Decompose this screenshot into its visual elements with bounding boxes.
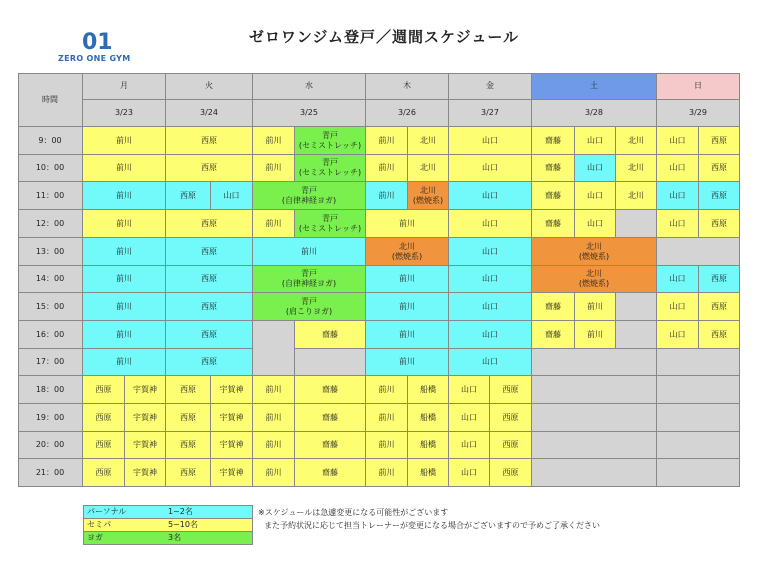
- class-slot: 西原: [83, 432, 125, 459]
- time-label: 20：00: [18, 432, 83, 459]
- empty-slot: [532, 459, 657, 487]
- class-slot: 前川: [83, 349, 166, 376]
- class-slot: 前川: [366, 266, 449, 293]
- class-slot: 山口: [449, 321, 532, 349]
- class-slot: 宇賀神: [125, 404, 166, 432]
- class-slot: 山口: [449, 432, 490, 459]
- day-header: 水: [253, 73, 366, 100]
- class-slot: 齋藤: [295, 321, 366, 349]
- class-slot: 山口: [449, 238, 532, 266]
- class-slot: 前川: [253, 404, 295, 432]
- class-slot: 前川: [83, 266, 166, 293]
- legend-label: ヨガ: [87, 533, 103, 542]
- class-slot: 齋藤: [295, 376, 366, 404]
- class-slot: 山口: [657, 182, 699, 210]
- class-slot: 西原: [166, 459, 211, 487]
- empty-slot: [657, 459, 740, 487]
- class-slot: 西原: [490, 432, 532, 459]
- class-slot: 西原: [166, 293, 253, 321]
- empty-slot: [657, 432, 740, 459]
- class-slot: 西原: [83, 376, 125, 404]
- logo-mark: 01: [82, 30, 113, 55]
- class-slot: 前川: [575, 321, 616, 349]
- class-slot: 西原: [83, 459, 125, 487]
- class-slot: 山口: [657, 266, 699, 293]
- class-slot: 宇賀神: [211, 376, 253, 404]
- time-label: 15：00: [18, 293, 83, 321]
- logo-text: ZERO ONE GYM: [58, 54, 131, 63]
- class-slot: 山口: [449, 376, 490, 404]
- class-slot: 西原: [166, 210, 253, 238]
- date-header: 3/25: [253, 100, 366, 127]
- time-label: 14：00: [18, 266, 83, 293]
- class-slot: 北川 (燃焼系): [532, 238, 657, 266]
- date-header: 3/26: [366, 100, 449, 127]
- class-slot: 前川: [83, 182, 166, 210]
- empty-slot: [657, 376, 740, 404]
- class-slot: 山口: [449, 404, 490, 432]
- class-slot: 西原: [699, 266, 740, 293]
- class-slot: 齋藤: [532, 182, 575, 210]
- date-header: 3/23: [83, 100, 166, 127]
- time-header: 時間: [18, 73, 83, 127]
- empty-slot: [532, 376, 657, 404]
- legend-value: 3名: [168, 533, 182, 542]
- time-label: 9：00: [18, 127, 83, 155]
- class-slot: 西原: [490, 376, 532, 404]
- class-slot: 山口: [449, 155, 532, 182]
- class-slot: 青戸 (肩こりヨガ): [253, 293, 366, 321]
- empty-slot: [657, 349, 740, 376]
- class-slot: 前川: [366, 210, 449, 238]
- class-slot: 北川: [616, 127, 657, 155]
- class-slot: 北川: [408, 155, 449, 182]
- class-slot: 山口: [449, 293, 532, 321]
- day-header: 月: [83, 73, 166, 100]
- notes: [258, 506, 600, 532]
- class-slot: 山口: [657, 210, 699, 238]
- class-slot: 西原: [166, 266, 253, 293]
- class-slot: 西原: [166, 321, 253, 349]
- class-slot: 齋藤: [532, 321, 575, 349]
- time-label: 11：00: [18, 182, 83, 210]
- legend-row-semi: [83, 518, 253, 532]
- date-header: 3/29: [657, 100, 740, 127]
- class-slot: 北川: [616, 182, 657, 210]
- class-slot: 青戸 (自律神経ヨガ): [253, 182, 366, 210]
- class-slot: 西原: [699, 210, 740, 238]
- class-slot: 西原: [166, 349, 253, 376]
- time-label: 18：00: [18, 376, 83, 404]
- legend-label: パーソナル: [87, 507, 127, 516]
- class-slot: 山口: [449, 210, 532, 238]
- empty-slot: [616, 210, 657, 238]
- empty-slot: [532, 432, 657, 459]
- legend-row-personal: [83, 505, 253, 519]
- class-slot: 山口: [449, 127, 532, 155]
- class-slot: 西原: [166, 376, 211, 404]
- empty-slot: [253, 321, 295, 376]
- empty-slot: [532, 404, 657, 432]
- class-slot: 前川: [366, 376, 408, 404]
- class-slot: 西原: [699, 155, 740, 182]
- class-slot: 宇賀神: [211, 459, 253, 487]
- legend-label: セミパ: [87, 520, 111, 529]
- class-slot: 山口: [575, 182, 616, 210]
- class-slot: 齋藤: [532, 210, 575, 238]
- class-slot: 前川: [253, 376, 295, 404]
- class-slot: 前川: [366, 459, 408, 487]
- class-slot: 前川: [366, 432, 408, 459]
- empty-slot: [616, 293, 657, 321]
- class-slot: 宇賀神: [125, 376, 166, 404]
- class-slot: 前川: [253, 155, 295, 182]
- note-line: ※スケジュールは急遽変更になる可能性がございます: [258, 508, 449, 517]
- day-header: 土: [532, 73, 657, 100]
- class-slot: 北川 (燃焼系): [408, 182, 449, 210]
- class-slot: 宇賀神: [211, 404, 253, 432]
- class-slot: 前川: [83, 238, 166, 266]
- class-slot: 前川: [83, 155, 166, 182]
- weekly-schedule-table: [18, 73, 740, 487]
- class-slot: 西原: [166, 404, 211, 432]
- class-slot: 西原: [699, 127, 740, 155]
- legend-row-yoga: [83, 531, 253, 545]
- class-slot: 西原: [83, 404, 125, 432]
- class-slot: 前川: [83, 321, 166, 349]
- class-slot: 齋藤: [295, 459, 366, 487]
- empty-slot: [295, 349, 366, 376]
- day-header: 火: [166, 73, 253, 100]
- class-slot: 齋藤: [532, 127, 575, 155]
- empty-slot: [657, 404, 740, 432]
- class-slot: 西原: [490, 459, 532, 487]
- class-slot: 山口: [657, 293, 699, 321]
- class-slot: 前川: [366, 155, 408, 182]
- class-slot: 船橋: [408, 459, 449, 487]
- class-slot: 船橋: [408, 404, 449, 432]
- class-slot: 船橋: [408, 376, 449, 404]
- class-slot: 山口: [449, 266, 532, 293]
- class-slot: 山口: [575, 127, 616, 155]
- class-slot: 前川: [253, 432, 295, 459]
- class-slot: 前川: [253, 459, 295, 487]
- class-slot: 山口: [449, 182, 532, 210]
- class-slot: 宇賀神: [211, 432, 253, 459]
- time-label: 12：00: [18, 210, 83, 238]
- class-slot: 北川: [616, 155, 657, 182]
- time-label: 17：00: [18, 349, 83, 376]
- class-slot: 山口: [575, 210, 616, 238]
- legend-value: 1~2名: [168, 507, 193, 516]
- class-slot: 前川: [253, 210, 295, 238]
- class-slot: 山口: [657, 321, 699, 349]
- class-slot: 青戸 (セミストレッチ): [295, 155, 366, 182]
- class-slot: 前川: [366, 321, 449, 349]
- day-header: 日: [657, 73, 740, 100]
- class-slot: 齋藤: [295, 404, 366, 432]
- class-slot: 齋藤: [532, 293, 575, 321]
- class-slot: 青戸 (自律神経ヨガ): [253, 266, 366, 293]
- class-slot: 西原: [699, 182, 740, 210]
- class-slot: 前川: [366, 127, 408, 155]
- class-slot: 齋藤: [295, 432, 366, 459]
- class-slot: 西原: [166, 238, 253, 266]
- class-slot: 前川: [83, 127, 166, 155]
- class-slot: 前川: [366, 404, 408, 432]
- class-slot: 西原: [699, 293, 740, 321]
- class-slot: 前川: [366, 182, 408, 210]
- class-slot: 齋藤: [532, 155, 575, 182]
- class-slot: 西原: [166, 432, 211, 459]
- note-line: また予約状況に応じて担当トレーナーが変更になる場合がございますので予めご了承ください: [264, 521, 600, 530]
- time-label: 10：00: [18, 155, 83, 182]
- page-title: ゼロワンジム登戸／週間スケジュール: [248, 28, 520, 46]
- class-slot: 山口: [449, 459, 490, 487]
- day-header: 金: [449, 73, 532, 100]
- class-slot: 船橋: [408, 432, 449, 459]
- day-header: 木: [366, 73, 449, 100]
- class-slot: 山口: [657, 155, 699, 182]
- class-slot: 前川: [575, 293, 616, 321]
- time-label: 19：00: [18, 404, 83, 432]
- class-slot: 前川: [253, 238, 366, 266]
- class-slot: 西原: [166, 155, 253, 182]
- class-slot: 山口: [449, 349, 532, 376]
- class-slot: 北川 (燃焼系): [366, 238, 449, 266]
- time-label: 16：00: [18, 321, 83, 349]
- time-label: 21：00: [18, 459, 83, 487]
- class-slot: 北川 (燃焼系): [532, 266, 657, 293]
- class-slot: 西原: [166, 127, 253, 155]
- class-slot: 宇賀神: [125, 459, 166, 487]
- class-slot: 青戸 (セミストレッチ): [295, 210, 366, 238]
- class-slot: 山口: [575, 155, 616, 182]
- class-slot: 前川: [366, 293, 449, 321]
- class-slot: 青戸 (セミストレッチ): [295, 127, 366, 155]
- empty-slot: [532, 349, 657, 376]
- date-header: 3/28: [532, 100, 657, 127]
- class-slot: 前川: [253, 127, 295, 155]
- time-label: 13：00: [18, 238, 83, 266]
- empty-slot: [616, 321, 657, 349]
- class-slot: 前川: [366, 349, 449, 376]
- class-slot: 西原: [699, 321, 740, 349]
- class-slot: 前川: [83, 293, 166, 321]
- class-slot: 西原: [166, 182, 211, 210]
- date-header: 3/24: [166, 100, 253, 127]
- legend-value: 5~10名: [168, 520, 198, 529]
- class-slot: 山口: [211, 182, 253, 210]
- class-slot: 西原: [490, 404, 532, 432]
- class-slot: 宇賀神: [125, 432, 166, 459]
- class-slot: 山口: [657, 127, 699, 155]
- class-slot: 北川: [408, 127, 449, 155]
- class-slot: 前川: [83, 210, 166, 238]
- date-header: 3/27: [449, 100, 532, 127]
- empty-slot: [657, 238, 740, 266]
